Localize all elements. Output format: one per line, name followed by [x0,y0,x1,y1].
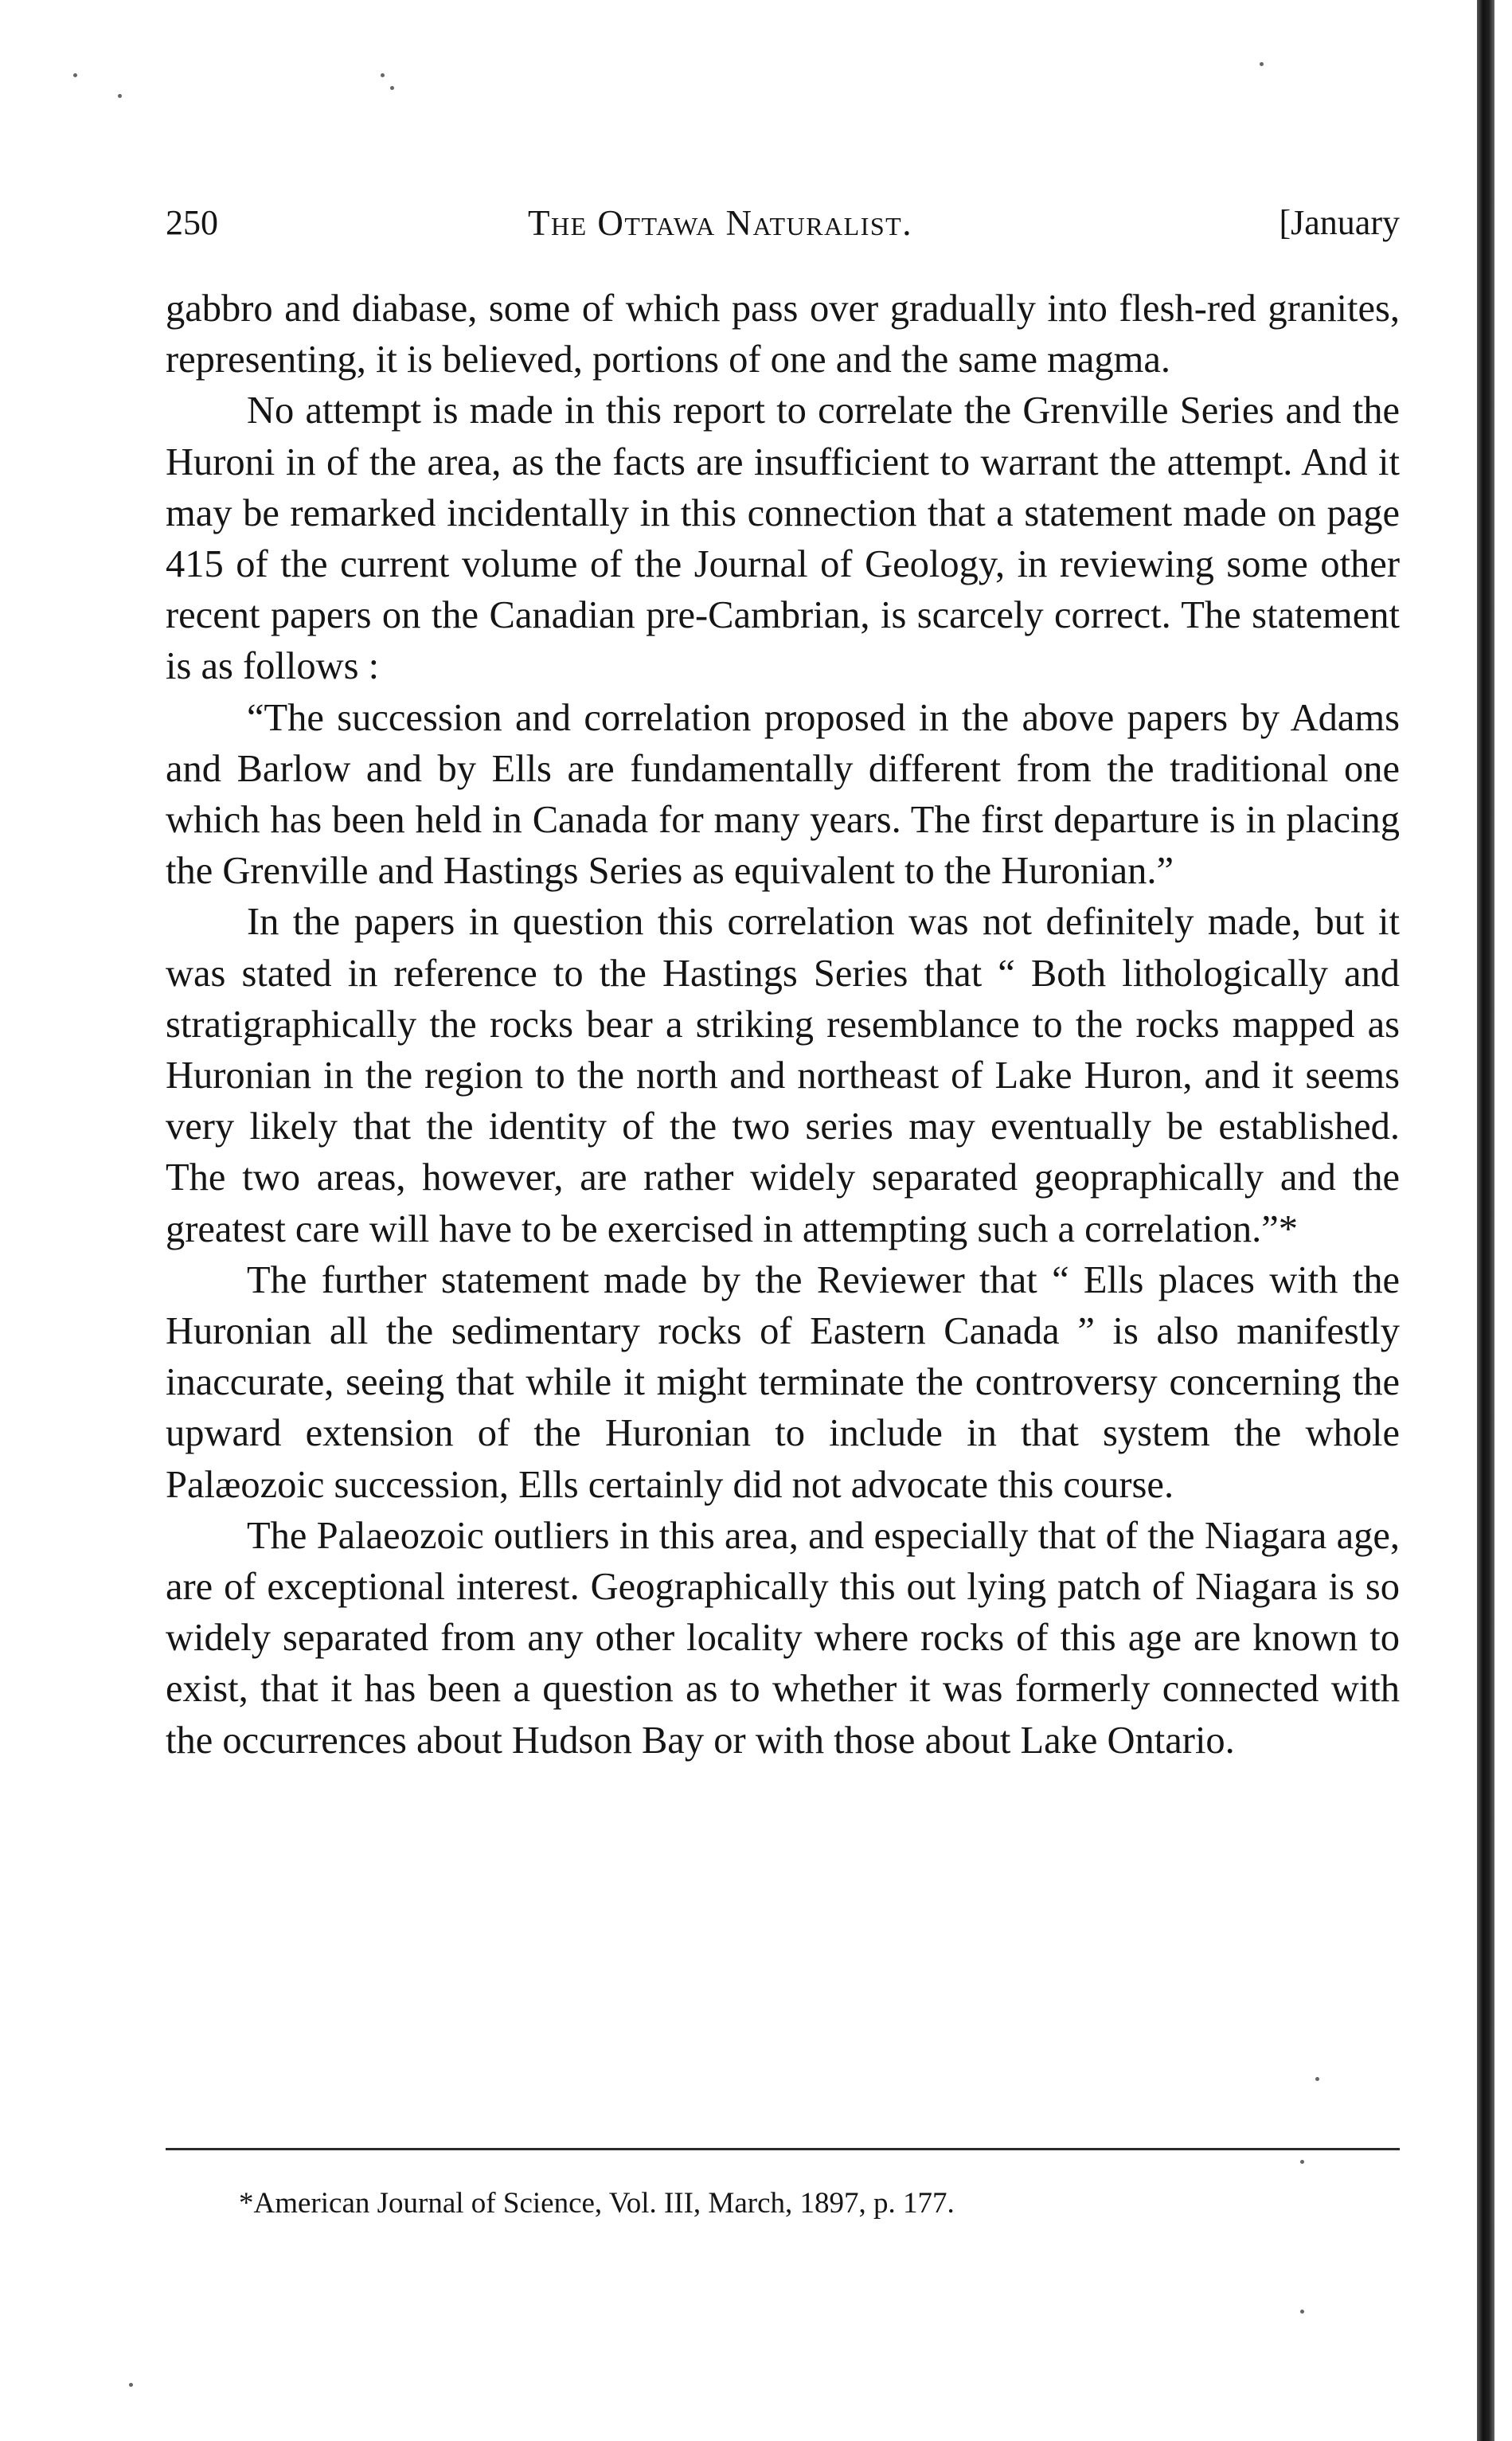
page-header [166,198,1400,253]
scan-speck [1315,2077,1319,2081]
scan-speck [381,73,385,77]
footnote: *American Journal of Science, Vol. III, March, 1897, p. 177. [239,2187,955,2220]
binding-edge [1477,0,1494,2441]
paragraph-quotation: “The succession and correlation proposed in the above papers by Adams and Barlow and by Ells are fundamentally different from the traditional one which has been held in Canada for many years. The first departure is in placing the Grenville and Hastings Series as equivalent to the Huronian.” [166,696,1400,893]
paragraph-papers-in-question: In the papers in question this correlation was not definitely made, but it was stated in reference to the Hastings Series that “ Both lithologically and stratigraphically the rocks bear a striking resemblance to the rocks mapped as Huronian in the region to the north and northeast of Lake Huron, and it seems very likely that the identity of the two series may eventually be established. The two areas, however, are rather widely separated geopraphically and the greatest care will have to be exercised in attempting such a correlation.”* [166,901,1400,1250]
scan-speck [129,2383,133,2387]
body-text [166,284,1400,1766]
running-month: [January [1279,203,1400,242]
paragraph-correlation: No attempt is made in this report to correlate the Grenville Series and the Huroni in of the area, as the facts are insufficient to warrant the attempt. And it may be remarked incidentally in this connection that a statement made on page 415 of the current volume of the Journal of Geology, in reviewing some other recent papers on the Canadian pre-Cambrian, is scarcely correct. The statement is as follows : [166,389,1400,688]
scan-speck [118,94,122,98]
scan-speck [73,73,77,77]
paragraph-palaeozoic-outliers: The Palaeozoic outliers in this area, and especially that of the Niagara age, are of exceptional interest. Geographically this out lying patch of Niagara is so widely separated from any other locality where rocks of this age are known to exist, that it has been a question as to whether it was formerly connected with the occurrences about Hudson Bay or with those about Lake Ontario. [166,1514,1400,1762]
paragraph-further-statement: The further statement made by the Reviewer that “ Ells places with the Huronian all the sedimentary rocks of Eastern Canada ” is also manifestly inaccurate, seeing that while it might terminate the controversy concerning the upward extension of the Huronian to include in that system the whole Palæozoic succession, Ells certainly did not advocate this course. [166,1258,1400,1506]
scan-speck [1300,2160,1304,2164]
scan-speck [1300,2310,1304,2314]
page-number: 250 [166,203,218,242]
scan-speck [390,86,394,90]
footnote-rule [166,2148,1400,2150]
paragraph-continued: gabbro and diabase, some of which pass over gradually into flesh-red granites, representing, it is believed, portions of one and the same magma. [166,288,1400,381]
running-title: The Ottawa Naturalist. [528,203,912,243]
scan-speck [1260,62,1264,66]
